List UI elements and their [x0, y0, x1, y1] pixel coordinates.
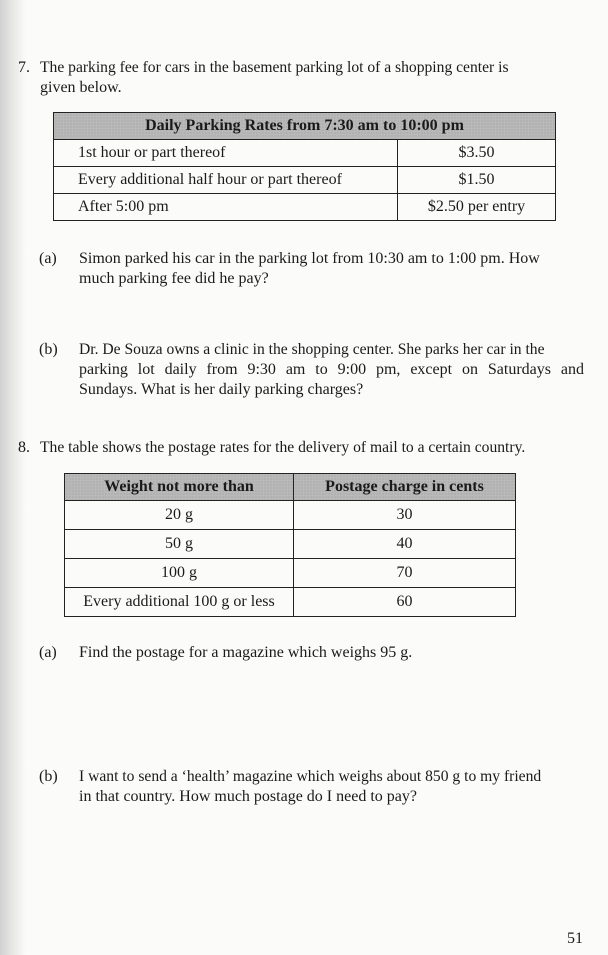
column-header: Weight not more than: [65, 474, 294, 501]
charge-cell: 70: [294, 559, 516, 588]
rate-value: $3.50: [398, 140, 556, 167]
question-number: 8.: [18, 439, 30, 456]
table-header-row: [54, 113, 556, 140]
part-text-line: Simon parked his car in the parking lot from 10:30 am to 1:00 pm. How: [79, 250, 540, 267]
table-row: [54, 140, 556, 167]
part-text-line: in that country. How much postage do I need to pay?: [79, 788, 417, 805]
part-text-line: Sundays. What is her daily parking charges?: [79, 381, 364, 398]
rate-description: Every additional half hour or part thereof: [54, 167, 398, 194]
rate-value: $2.50 per entry: [398, 194, 556, 221]
part-text-line: Find the postage for a magazine which weighs 95 g.: [79, 644, 413, 661]
charge-cell: 40: [294, 530, 516, 559]
table-row: [65, 588, 516, 617]
question-text-line: The parking fee for cars in the basement parking lot of a shopping center is: [40, 59, 509, 76]
part-label: (b): [39, 341, 58, 358]
table-row: [65, 530, 516, 559]
table-header: Daily Parking Rates from 7:30 am to 10:00 pm: [54, 113, 556, 140]
column-header: Postage charge in cents: [294, 474, 516, 501]
table-header-row: [65, 474, 516, 501]
rate-description: 1st hour or part thereof: [54, 140, 398, 167]
table-row: [65, 559, 516, 588]
charge-cell: 60: [294, 588, 516, 617]
parking-rates-table: [53, 112, 556, 221]
charge-cell: 30: [294, 501, 516, 530]
weight-cell: 100 g: [65, 559, 294, 588]
page-number: 51: [567, 930, 583, 947]
part-label: (b): [39, 768, 58, 785]
weight-cell: Every additional 100 g or less: [65, 588, 294, 617]
question-text-line: given below.: [40, 79, 122, 96]
part-text-line: much parking fee did he pay?: [79, 270, 269, 287]
part-label: (a): [39, 250, 57, 267]
table-row: [54, 167, 556, 194]
rate-description: After 5:00 pm: [54, 194, 398, 221]
rate-value: $1.50: [398, 167, 556, 194]
question-text-line: The table shows the postage rates for the delivery of mail to a certain country.: [40, 439, 526, 456]
page-binding-shadow: [0, 0, 26, 955]
part-text-line: I want to send a ‘health’ magazine which weighs about 850 g to my friend: [79, 768, 542, 785]
part-text-line: Dr. De Souza owns a clinic in the shopping center. She parks her car in the: [79, 341, 545, 358]
part-text-line: parking lot daily from 9:30 am to 9:00 pm, except on Saturdays and: [79, 361, 584, 378]
question-number: 7.: [18, 59, 30, 76]
table-row: [65, 501, 516, 530]
part-label: (a): [39, 644, 57, 661]
weight-cell: 20 g: [65, 501, 294, 530]
postage-rates-table: [64, 473, 516, 617]
weight-cell: 50 g: [65, 530, 294, 559]
table-row: [54, 194, 556, 221]
